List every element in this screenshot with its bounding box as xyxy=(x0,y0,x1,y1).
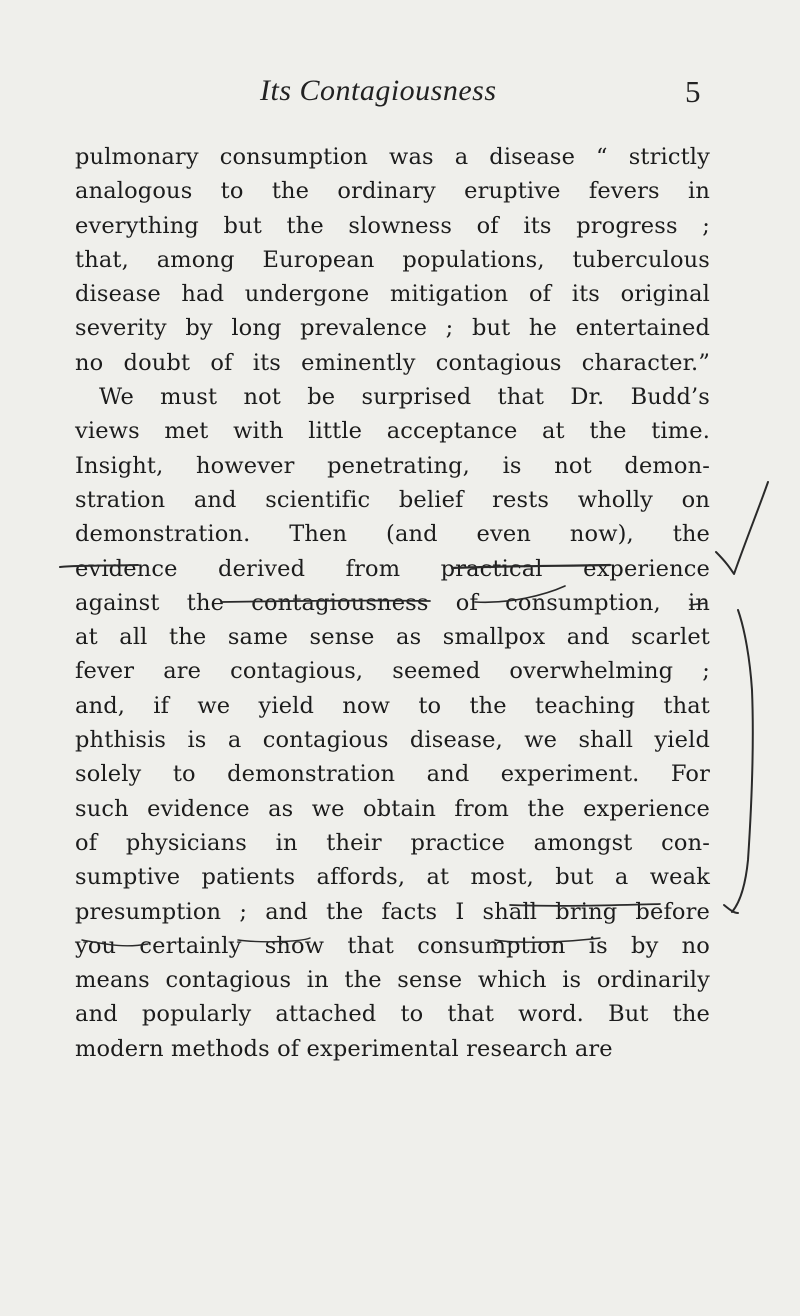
text-line: such evidence as we obtain from the experience xyxy=(75,795,710,822)
text-line: of physicians in their practice amongst con- xyxy=(75,829,710,856)
text-line: views met with little acceptance at the time. xyxy=(75,418,710,445)
page-number: 5 xyxy=(685,74,701,109)
text-line: sumptive patients affords, at most, but a weak xyxy=(75,864,710,891)
text-line: analogous to the ordinary eruptive fevers in xyxy=(75,178,710,205)
text-line: solely to demonstration and experiment. For xyxy=(75,761,710,788)
text-line: and, if we yield now to the teaching that xyxy=(75,692,710,719)
text-line: We must not be surprised that Dr. Budd’s xyxy=(99,384,710,411)
text-line: you certainly show that consumption is by no xyxy=(75,932,710,959)
text-line: against the contagiousness of consumption, in xyxy=(75,589,710,616)
text-line: demonstration. Then (and even now), the xyxy=(75,521,710,548)
text-line: no doubt of its eminently contagious character.” xyxy=(75,349,710,376)
text-line: stration and scientific belief rests wholly on xyxy=(75,486,710,513)
text-line: means contagious in the sense which is ordinarily xyxy=(75,967,710,994)
text-line: at all the same sense as smallpox and scarlet xyxy=(75,624,710,651)
text-line: pulmonary consumption was a disease “ strictly xyxy=(75,144,710,170)
text-line: evidence derived from practical experience xyxy=(75,555,710,582)
text-line: presumption ; and the facts I shall bring before xyxy=(75,898,710,925)
text-line: fever are contagious, seemed overwhelming ; xyxy=(75,658,710,685)
text-line: everything but the slowness of its progress ; xyxy=(75,212,710,239)
running-head xyxy=(0,74,800,114)
text-line: modern methods of experimental research are xyxy=(75,1035,613,1062)
text-line: Insight, however penetrating, is not demon- xyxy=(75,452,710,479)
margin-bracket xyxy=(732,610,753,912)
text-line: severity by long prevalence ; but he entertained xyxy=(75,315,710,342)
running-title: Its Contagiousness xyxy=(260,74,497,107)
text-line: and popularly attached to that word. But the xyxy=(75,1001,710,1028)
text-line: phthisis is a contagious disease, we shall yield xyxy=(75,727,710,754)
margin-check-mark xyxy=(716,482,768,574)
text-line: disease had undergone mitigation of its original xyxy=(75,281,710,308)
body-text xyxy=(75,140,710,1066)
text-line: that, among European populations, tuberculous xyxy=(75,246,710,273)
